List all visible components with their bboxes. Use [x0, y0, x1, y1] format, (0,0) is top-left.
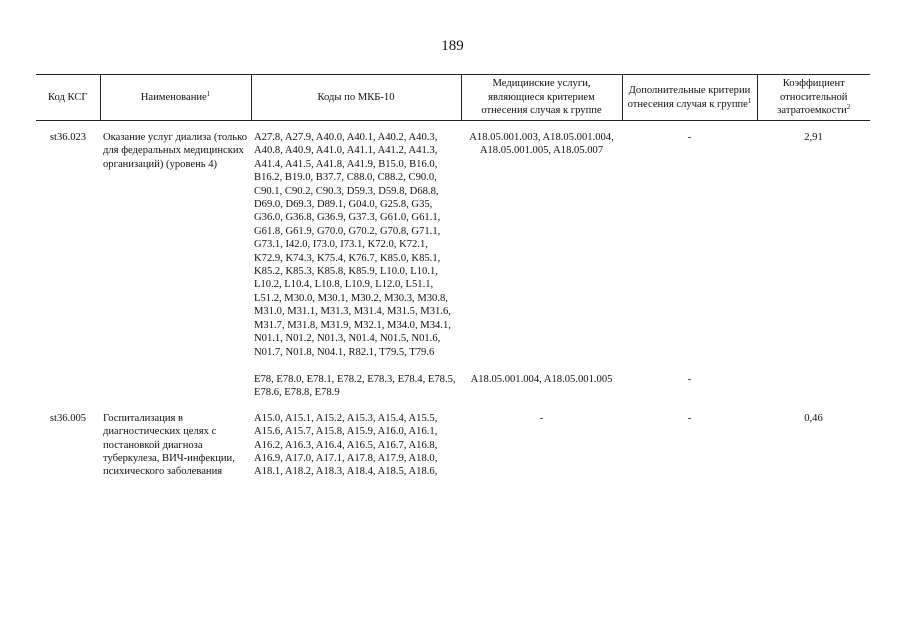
table-row [36, 412, 870, 479]
table-row [36, 373, 870, 400]
additional-criteria: - [687, 132, 692, 143]
medical-services: - [539, 412, 544, 424]
additional-criteria: - [687, 373, 692, 385]
ksg-code: st36.005 [49, 412, 87, 424]
ksg-table [36, 74, 870, 479]
header-name: Наименование$^1$ [100, 75, 251, 121]
medical-services: A18.05.001.004, A18.05.001.005 [470, 373, 613, 385]
ksg-name [100, 373, 251, 400]
page-number: 189 [441, 38, 464, 54]
mkb-codes: A27.8, A27.9, A40.0, A40.1, A40.2, A40.3, A40.8, A40.9, A41.0, A41.1, A41.2, A41.3, A41.4, A41.5, A41.8, A41.9, B15.0, B16.0, B16.2, B19.0, B37.7, C88.0, C88.2, C90.0, C90.1, C90.2, C90.3, D59.3, D59.8, D68.8, D69.0, D69.3, D89.1, G04.0, G25.8, G35, G36.0, G36.8, G36.9, G37.3, G61.0, G61.1, G61.8, G61.9, G70.0, G70.2, G70.8, G71.1, G73.1, I42.0, I73.0, I73.1, K72.0, K72.1, K72.9, K74.3, K75.4, K76.7, K85.0, K85.1, K85.2, K85.3, K85.8, K85.9, L10.0, L10.1, L10.2, L10.4, L10.8, L10.9, L12.0, L51.1, L51.2, M30.0, M30.1, M30.2, M30.3, M30.8, M31.0, M31.1, M31.3, M31.4, M31.5, M31.6, M31.7, M31.8, M31.9, M32.1, M34.0, M34.1, N01.1, N01.2, N01.3, N01.4, N01.5, N01.6, N01.7, N01.8, N04.1, R82.1, T79.5, T79.6 [254, 132, 451, 358]
cost-coefficient [757, 373, 870, 400]
header-additional-footnote: 1 [747, 96, 752, 105]
ksg-code [36, 373, 100, 400]
ksg-name: Оказание услуг диализа (только для федеральных медицинских организаций) (уровень 4) [103, 132, 248, 170]
cost-coefficient: 2,91 [804, 132, 823, 143]
ksg-name: Госпитализация в диагностических целях с постановкой диагноза туберкулеза, ВИЧ-инфекции, психического заболевания [103, 412, 235, 478]
header-mkb: Коды по МКБ-10 [251, 75, 461, 121]
mkb-codes: E78, E78.0, E78.1, E78.2, E78.3, E78.4, E78.5, E78.6, E78.8, E78.9 [254, 373, 456, 399]
ksg-code: st36.023 [49, 132, 87, 143]
additional-criteria: - [687, 412, 692, 424]
table-header-row [36, 75, 870, 121]
header-services: Медицинские услуги, являющиеся критерием отнесения случая к группе [461, 75, 622, 121]
mkb-codes: A15.0, A15.1, A15.2, A15.3, A15.4, A15.5, A15.6, A15.7, A15.8, A15.9, A16.0, A16.1, A16.2, A16.3, A16.4, A16.5, A16.7, A16.8, A16.9, A17.0, A17.1, A17.8, A17.9, A18.0, A18.1, A18.2, A18.3, A18.4, A18.5, A18.6, [254, 412, 438, 478]
header-coefficient: Коэффициент относительной затратоемкости$^2$ [757, 75, 870, 121]
header-code: Код КСГ [36, 75, 100, 121]
header-name-footnote: 1 [206, 89, 211, 98]
medical-services: A18.05.001.003, A18.05.001.004, A18.05.001.005, A18.05.007 [469, 132, 614, 157]
header-additional: Дополнительные критерии отнесения случая к группе$^1$ [622, 75, 757, 121]
cost-coefficient: 0,46 [804, 412, 823, 424]
table-row [36, 131, 870, 359]
header-coefficient-footnote: 2 [846, 103, 851, 112]
